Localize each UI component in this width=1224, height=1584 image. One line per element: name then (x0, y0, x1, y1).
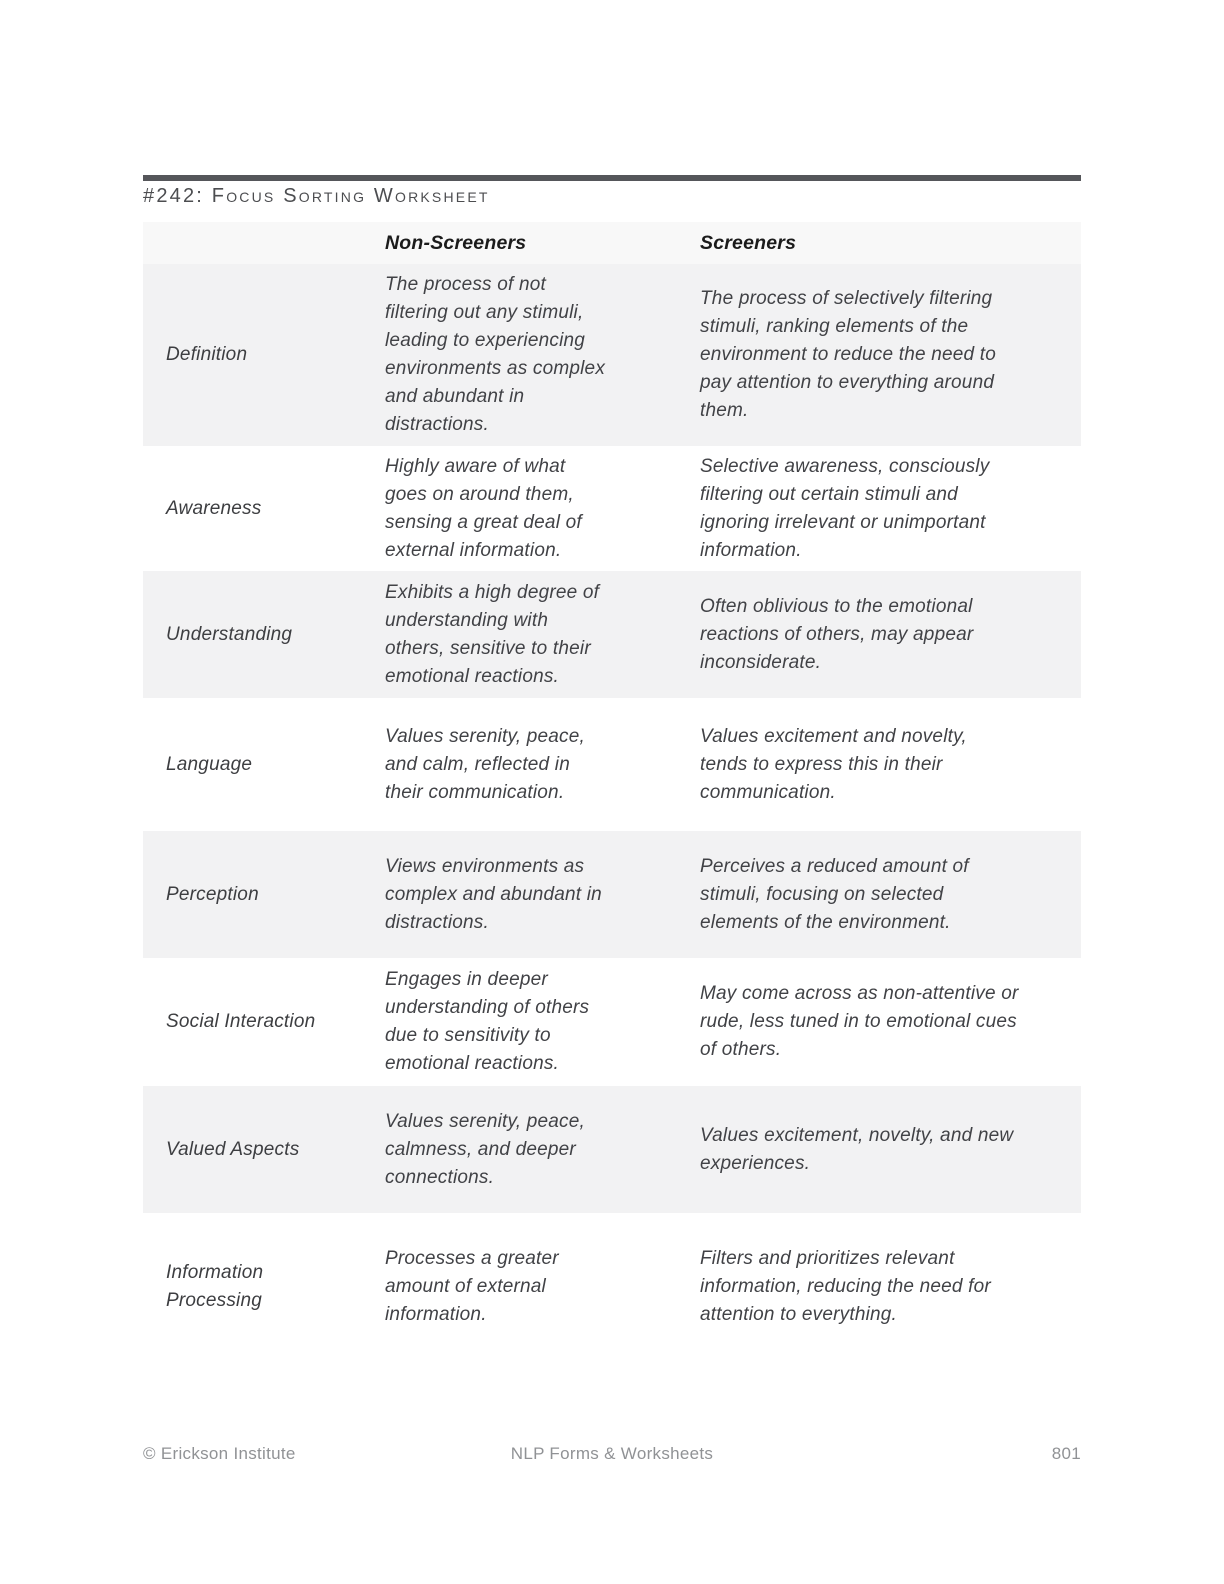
screeners-cell: Filters and prioritizes relevant information, reducing the need for attention to everything. (700, 1248, 991, 1325)
non-screeners-cell: Values serenity, peace, calmness, and deeper connections. (385, 1110, 585, 1188)
screeners-cell: Perceives a reduced amount of stimuli, focusing on selected elements of the environment. (700, 855, 969, 933)
table-row (143, 571, 1081, 698)
non-screeners-cell: The process of not filtering out any stimuli, leading to experiencing environments as complex and abundant in distractions. (385, 274, 606, 435)
row-label: Valued Aspects (166, 1138, 300, 1160)
table-row (143, 1086, 1081, 1213)
screeners-cell: Values excitement and novelty, tends to express this in their communication. (700, 725, 967, 803)
non-screeners-cell: Views environments as complex and abundant in distractions. (385, 855, 602, 933)
table-row (143, 446, 1081, 571)
row-label: Awareness (166, 497, 262, 519)
row-label: Understanding (166, 623, 293, 645)
non-screeners-cell: Highly aware of what goes on around them, sensing a great deal of external information. (385, 455, 582, 561)
page-title: #242: Focus Sorting Worksheet (143, 185, 490, 207)
table-header-screeners: Screeners (700, 232, 797, 254)
table-row (143, 698, 1081, 831)
footer-doc-title: NLP Forms & Worksheets (510, 1444, 714, 1463)
table-row (143, 831, 1081, 958)
non-screeners-cell: Engages in deeper understanding of others due to sensitivity to emotional reactions. (385, 969, 590, 1074)
row-label: Definition (166, 344, 248, 365)
row-label: Social Interaction (166, 1011, 316, 1032)
screeners-cell: May come across as non-attentive or rude, less tuned in to emotional cues of others. (700, 983, 1019, 1060)
row-label: Information Processing (166, 1262, 264, 1311)
table-row (143, 958, 1081, 1086)
table-header-non-screeners: Non-Screeners (385, 232, 527, 254)
non-screeners-cell: Values serenity, peace, and calm, reflected in their communication. (385, 725, 585, 803)
row-label: Language (166, 753, 253, 775)
page-footer (143, 1444, 1081, 1464)
non-screeners-cell: Processes a greater amount of external information. (385, 1248, 559, 1325)
non-screeners-cell: Exhibits a high degree of understanding with others, sensitive to their emotional reactions. (385, 581, 600, 687)
row-label: Perception (166, 883, 259, 905)
screeners-cell: Values excitement, novelty, and new experiences. (700, 1124, 1014, 1174)
table-row (143, 264, 1081, 446)
table-header-row (143, 222, 1081, 264)
top-rule (143, 175, 1081, 181)
table-row (143, 1213, 1081, 1361)
footer-page-number: 801 (1051, 1444, 1081, 1463)
comparison-table (143, 222, 1081, 1361)
screeners-cell: The process of selectively filtering stimuli, ranking elements of the environment to reduce the need to pay attention to everything around them. (700, 288, 997, 421)
footer-copyright: © Erickson Institute (143, 1444, 296, 1463)
screeners-cell: Often oblivious to the emotional reactions of others, may appear inconsiderate. (700, 595, 974, 673)
screeners-cell: Selective awareness, consciously filtering out certain stimuli and ignoring irrelevant or unimportant information. (700, 455, 990, 561)
